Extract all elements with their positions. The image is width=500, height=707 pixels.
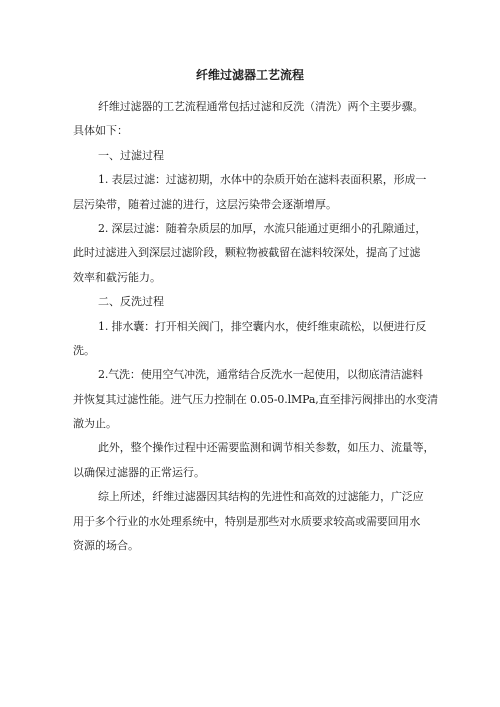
section-heading-filtration: 一、过滤过程 [98,148,164,162]
section-heading-backwash: 二、反洗过程 [98,295,164,309]
summary-line: 综上所述，纤维过滤器因其结构的先进性和高效的过滤能力，广泛应 [98,490,424,504]
air-wash-line: 澈为止。 [73,417,117,431]
summary-line: 资源的场合。 [73,539,139,553]
intro-paragraph-line: 纤维过滤器的工艺流程通常包括过滤和反洗（清洗）两个主要步骤。 [98,100,424,113]
document-title: 纤维过滤器工艺流程 [195,68,304,82]
monitoring-note-line: 此外，整个操作过程中还需要监测和调节相关参数，如压力、流量等， [98,441,435,455]
deep-filtration-line: 效率和截污能力。 [73,270,161,284]
drain-bladder-line: 洗。 [73,343,95,357]
surface-filtration-line: 层污染带，随着过滤的进行，这层污染带会逐渐增厚。 [73,197,337,211]
air-wash-line: 2.气洗：使用空气冲洗，通常结合反洗水一起使用，以彻底清洁滤料 [98,368,423,382]
summary-line: 用于多个行业的水处理系统中，特别是那些对水质要求较高或需要回用水 [73,514,421,528]
deep-filtration-line: 此时过滤进入到深层过滤阶段，颗粒物被截留在滤料较深处，提高了过滤 [73,246,421,260]
surface-filtration-line: 1. 表层过滤：过滤初期，水体中的杂质开始在滤料表面积累，形成一 [98,173,427,187]
drain-bladder-line: 1. 排水囊：打开相关阀门，排空囊内水，使纤维束疏松，以便进行反 [98,319,427,333]
intro-paragraph-line: 具体如下： [73,124,128,138]
air-wash-line: 并恢复其过滤性能。进气压力控制在 0.05-0.lMPa,直至排污阀排出的水变清 [73,392,438,406]
deep-filtration-line: 2. 深层过滤：随着杂质层的加厚，水流只能通过更细小的孔隙通过， [98,221,427,235]
document-body [73,95,438,558]
monitoring-note-line: 以确保过滤器的正常运行。 [73,465,205,479]
